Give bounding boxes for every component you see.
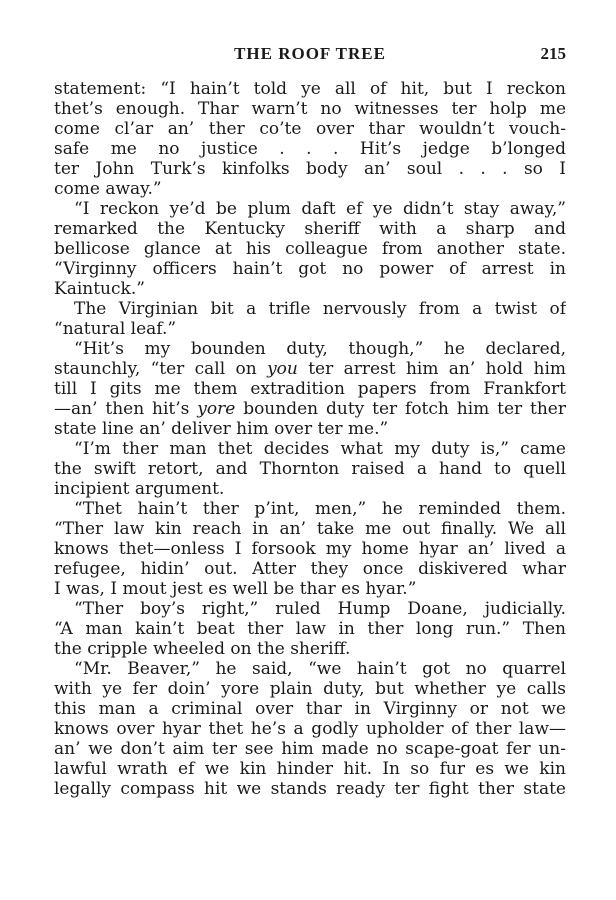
text-line: come away.” — [54, 179, 162, 199]
text-line: Kaintuck.” — [54, 279, 145, 299]
body-text — [54, 79, 566, 799]
text-line: this man a criminal over thar in Virginny or not we — [54, 699, 566, 719]
text-line: “Virginny officers hain’t got no power of arrest in — [54, 259, 566, 279]
text-line: bellicose glance at his colleague from another state. — [54, 239, 566, 259]
text-line: “natural leaf.” — [54, 319, 177, 339]
italic-word: yore — [197, 399, 236, 419]
text-line: legally compass hit we stands ready ter fight ther state — [54, 779, 566, 799]
text-line: the swift retort, and Thornton raised a hand to quell — [54, 459, 566, 479]
text-line: an’ we don’t aim ter see him made no scape-goat fer un- — [54, 739, 566, 759]
text-line: knows over hyar thet he’s a godly upholder of ther law— — [54, 719, 566, 739]
text-line: refugee, hidin’ out. Atter they once diskivered whar — [54, 559, 566, 579]
text-line: ter John Turk’s kinfolks body an’ soul . . . so I — [54, 159, 566, 179]
text-line — [54, 359, 566, 379]
text-line: “Thet hain’t ther p’int, men,” he reminded them. — [74, 499, 566, 519]
text-line: “Ther law kin reach in an’ take me out finally. We all — [54, 519, 566, 539]
line-text: ter arrest him an’ hold him — [297, 359, 566, 379]
text-line: “I reckon ye’d be plum daft ef ye didn’t stay away,” — [74, 199, 566, 219]
line-text: staunchly, “ter call on — [54, 359, 268, 379]
text-line: safe me no justice . . . Hit’s jedge b’longed — [54, 139, 566, 159]
text-line: thet’s enough. Thar warn’t no witnesses ter holp me — [54, 99, 566, 119]
line-text: bounden duty ter fotch him ter ther — [235, 399, 566, 419]
text-line: come cl’ar an’ ther co’te over thar wouldn’t vouch- — [54, 119, 566, 139]
page-number: 215 — [540, 44, 566, 63]
text-line: “Mr. Beaver,” he said, “we hain’t got no quarrel — [74, 659, 566, 679]
text-line: with ye fer doin’ yore plain duty, but whether ye calls — [54, 679, 566, 699]
text-line — [54, 399, 566, 419]
italic-word: you — [267, 359, 298, 379]
text-line: “I’m ther man thet decides what my duty is,” came — [74, 439, 566, 459]
text-line: “Hit’s my bounden duty, though,” he declared, — [74, 339, 566, 359]
text-line: the cripple wheeled on the sheriff. — [54, 639, 351, 659]
text-line: “Ther boy’s right,” ruled Hump Doane, judicially. — [74, 599, 566, 619]
text-line: incipient argument. — [54, 479, 225, 499]
running-head — [54, 44, 566, 66]
text-line: remarked the Kentucky sheriff with a sharp and — [54, 219, 566, 239]
text-line: “A man kain’t beat ther law in ther long run.” Then — [54, 619, 566, 639]
text-line: lawful wrath ef we kin hinder hit. In so fur es we kin — [54, 759, 566, 779]
text-line: statement: “I hain’t told ye all of hit, but I reckon — [54, 79, 566, 99]
text-line: till I gits me them extradition papers from Frankfort — [54, 379, 566, 399]
text-line: knows thet—onless I forsook my home hyar an’ lived a — [54, 539, 566, 559]
line-text: —an’ then hit’s — [54, 399, 198, 419]
text-line: state line an’ deliver him over ter me.” — [54, 419, 389, 439]
text-line: The Virginian bit a trifle nervously from a twist of — [74, 299, 566, 319]
book-title: THE ROOF TREE — [234, 44, 386, 63]
text-line: I was, I mout jest es well be thar es hyar.” — [54, 579, 417, 599]
